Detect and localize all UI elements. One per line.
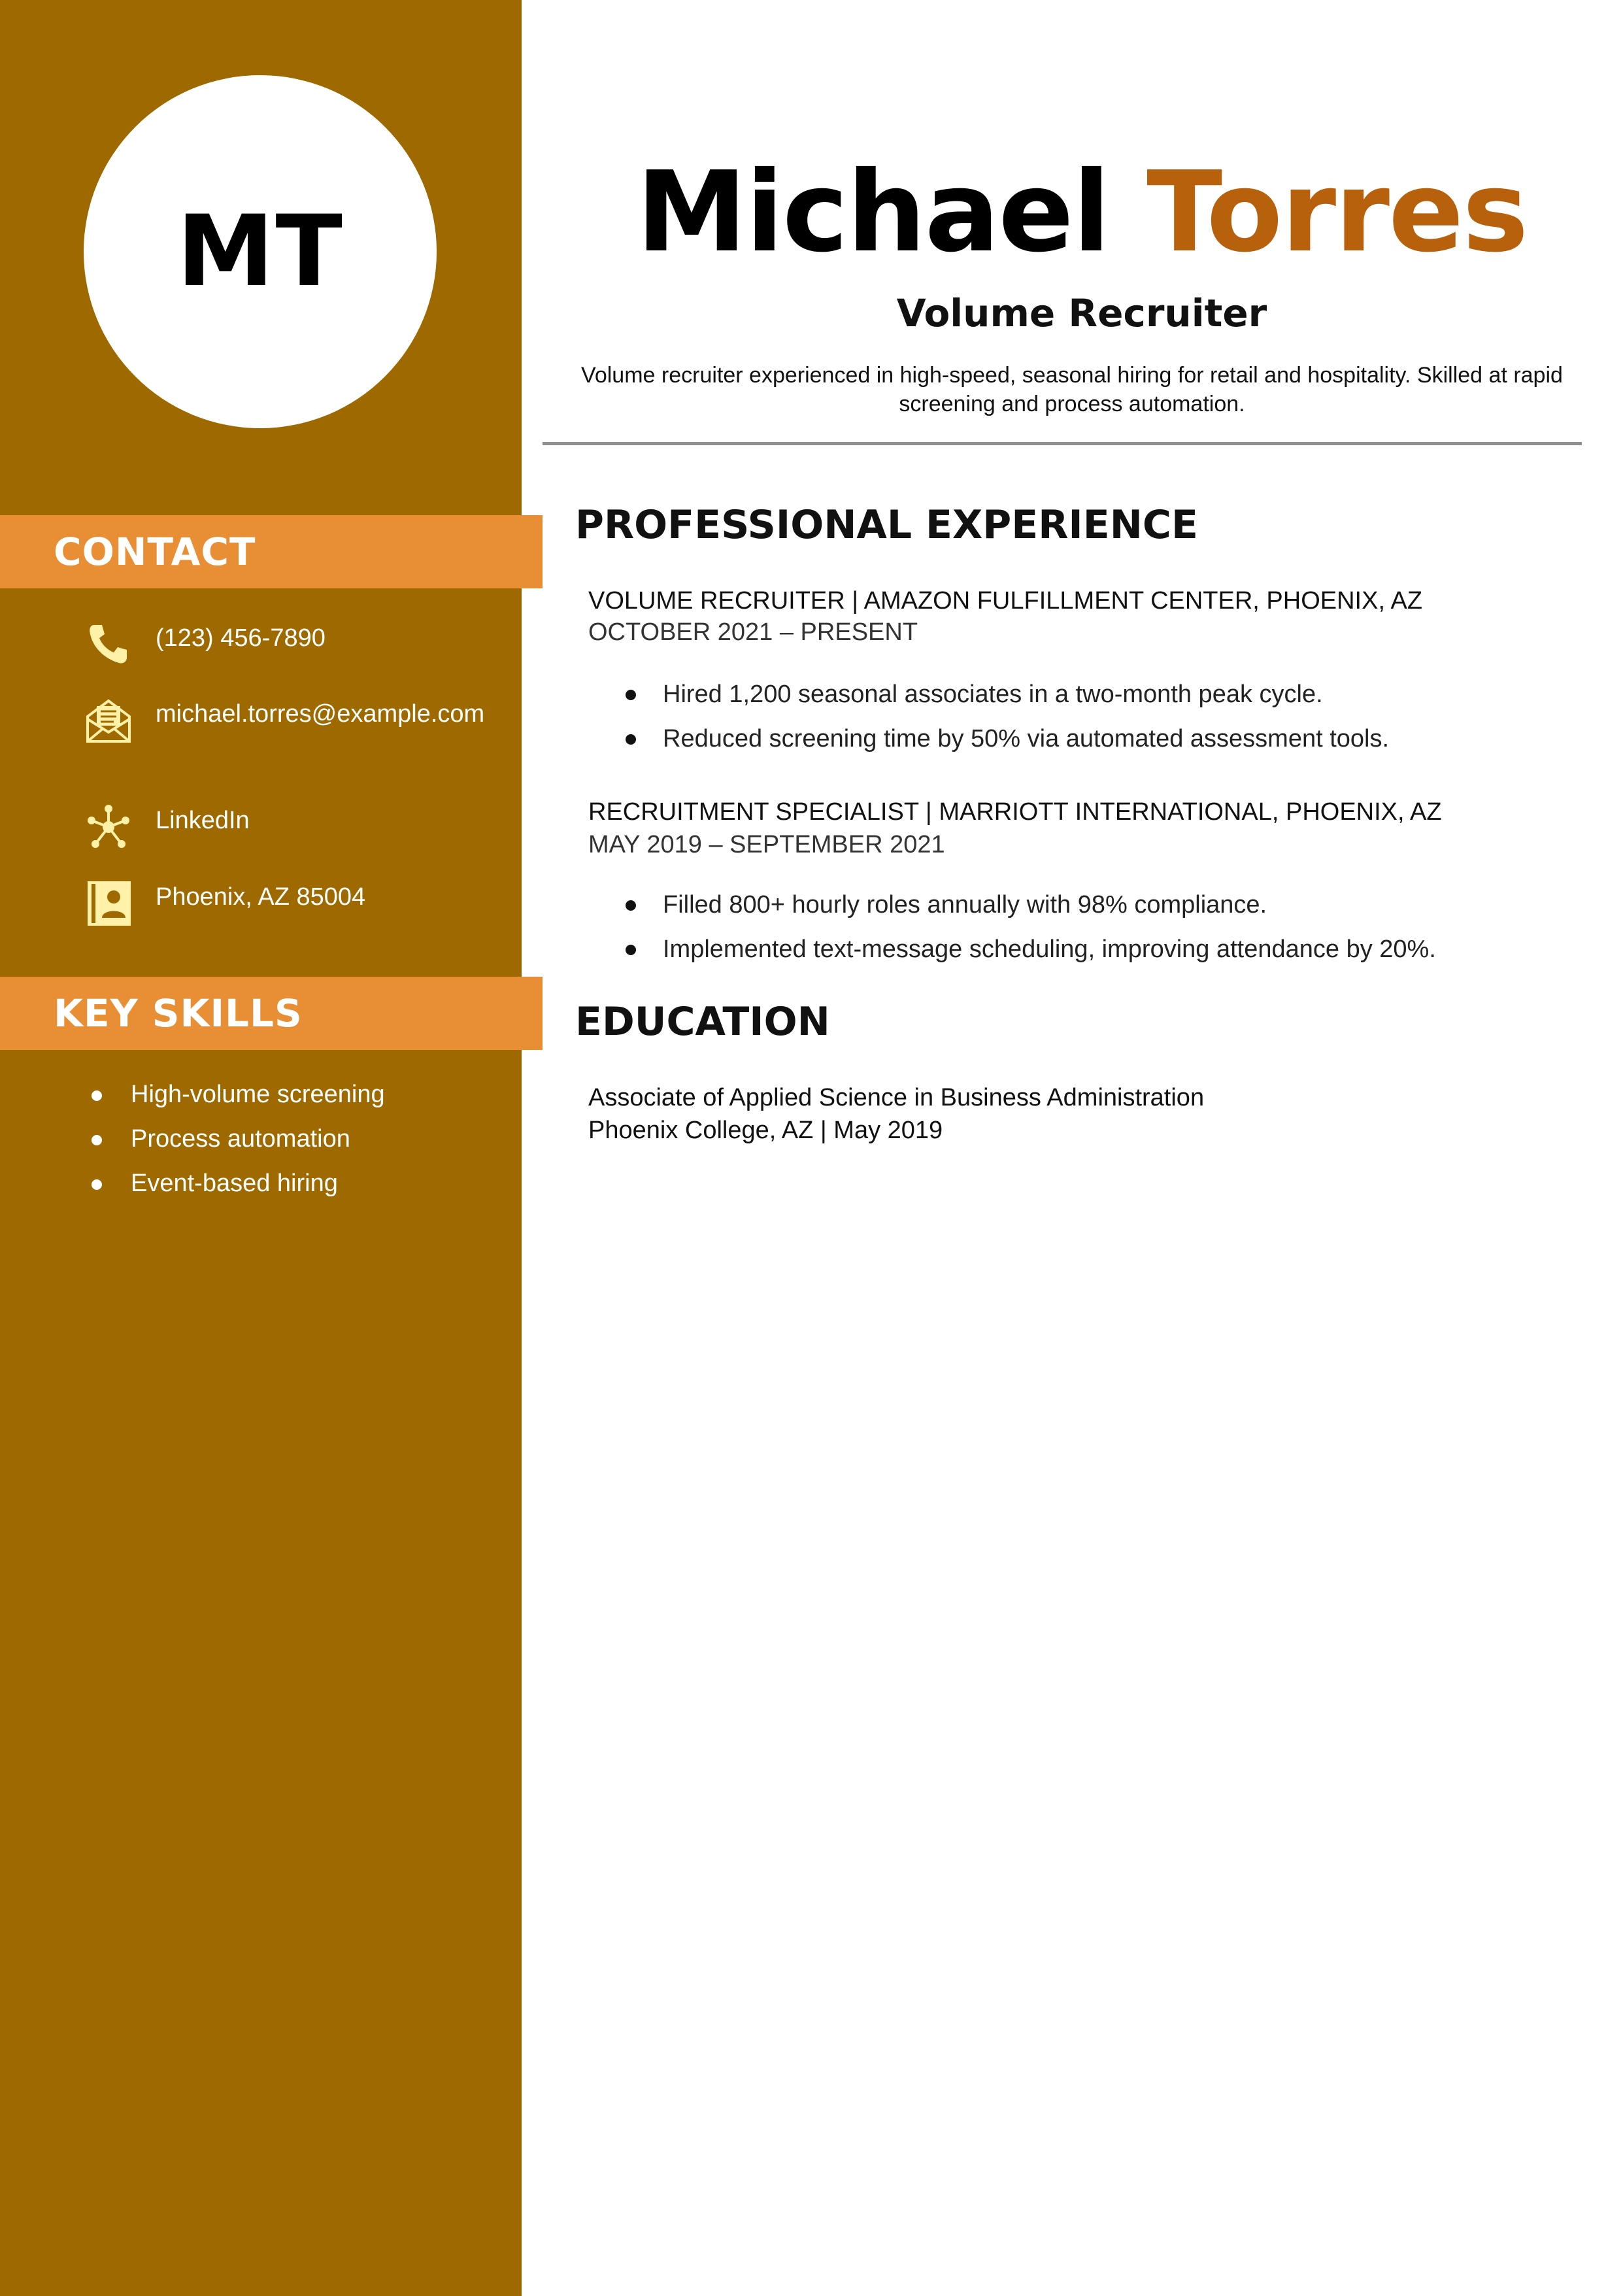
skills-heading: KEY SKILLS xyxy=(54,991,303,1036)
skills-heading-band xyxy=(0,977,543,1050)
job-role: Volume Recruiter xyxy=(896,291,1267,335)
education-degree: Associate of Applied Science in Business Administration xyxy=(588,1084,1205,1111)
job-title: VOLUME RECRUITER | AMAZON FULFILLMENT CENTER, PHOENIX, AZ xyxy=(588,587,1423,615)
job-dates: OCTOBER 2021 – PRESENT xyxy=(588,618,918,646)
job-bullet: Hired 1,200 seasonal associates in a two-month peak cycle. xyxy=(588,672,1569,717)
education-school: Phoenix College, AZ | May 2019 xyxy=(588,1117,943,1144)
contact-heading-band xyxy=(0,515,543,588)
contact-address-text: Phoenix, AZ 85004 xyxy=(156,883,366,911)
job-bullets xyxy=(588,672,1569,761)
education-heading: EDUCATION xyxy=(575,999,830,1045)
skill-item: High-volume screening xyxy=(0,1072,522,1117)
skill-item: Process automation xyxy=(0,1117,522,1161)
last-name: Torres xyxy=(1146,148,1528,277)
job-bullets xyxy=(588,883,1569,971)
summary: Volume recruiter experienced in high-speed, seasonal hiring for retail and hospitality. Skilled at rapid screening and process automation. xyxy=(581,363,1563,416)
avatar xyxy=(84,75,437,428)
job-bullet: Filled 800+ hourly roles annually with 98% compliance. xyxy=(588,883,1569,927)
network-icon xyxy=(85,803,132,851)
full-name xyxy=(543,147,1621,278)
first-name: Michael xyxy=(636,148,1109,277)
job-bullet: Implemented text-message scheduling, improving attendance by 20%. xyxy=(588,927,1569,971)
email-icon xyxy=(85,697,132,744)
contact-email-text: michael.torres@example.com xyxy=(156,700,485,728)
contact-heading: CONTACT xyxy=(54,530,256,574)
job-bullet: Reduced screening time by 50% via automated assessment tools. xyxy=(588,717,1569,761)
skills-list xyxy=(0,1072,522,1206)
header-divider xyxy=(543,442,1582,445)
experience-heading: PROFESSIONAL EXPERIENCE xyxy=(575,502,1198,548)
phone-icon xyxy=(85,621,132,668)
job-dates: MAY 2019 – SEPTEMBER 2021 xyxy=(588,831,945,858)
address-book-icon xyxy=(85,880,132,927)
contact-phone-text: (123) 456-7890 xyxy=(156,624,326,652)
skill-item: Event-based hiring xyxy=(0,1161,522,1206)
job-title: RECRUITMENT SPECIALIST | MARRIOTT INTERNATIONAL, PHOENIX, AZ xyxy=(588,798,1442,826)
contact-linkedin-text: LinkedIn xyxy=(156,807,250,834)
avatar-initials: MT xyxy=(176,195,344,309)
